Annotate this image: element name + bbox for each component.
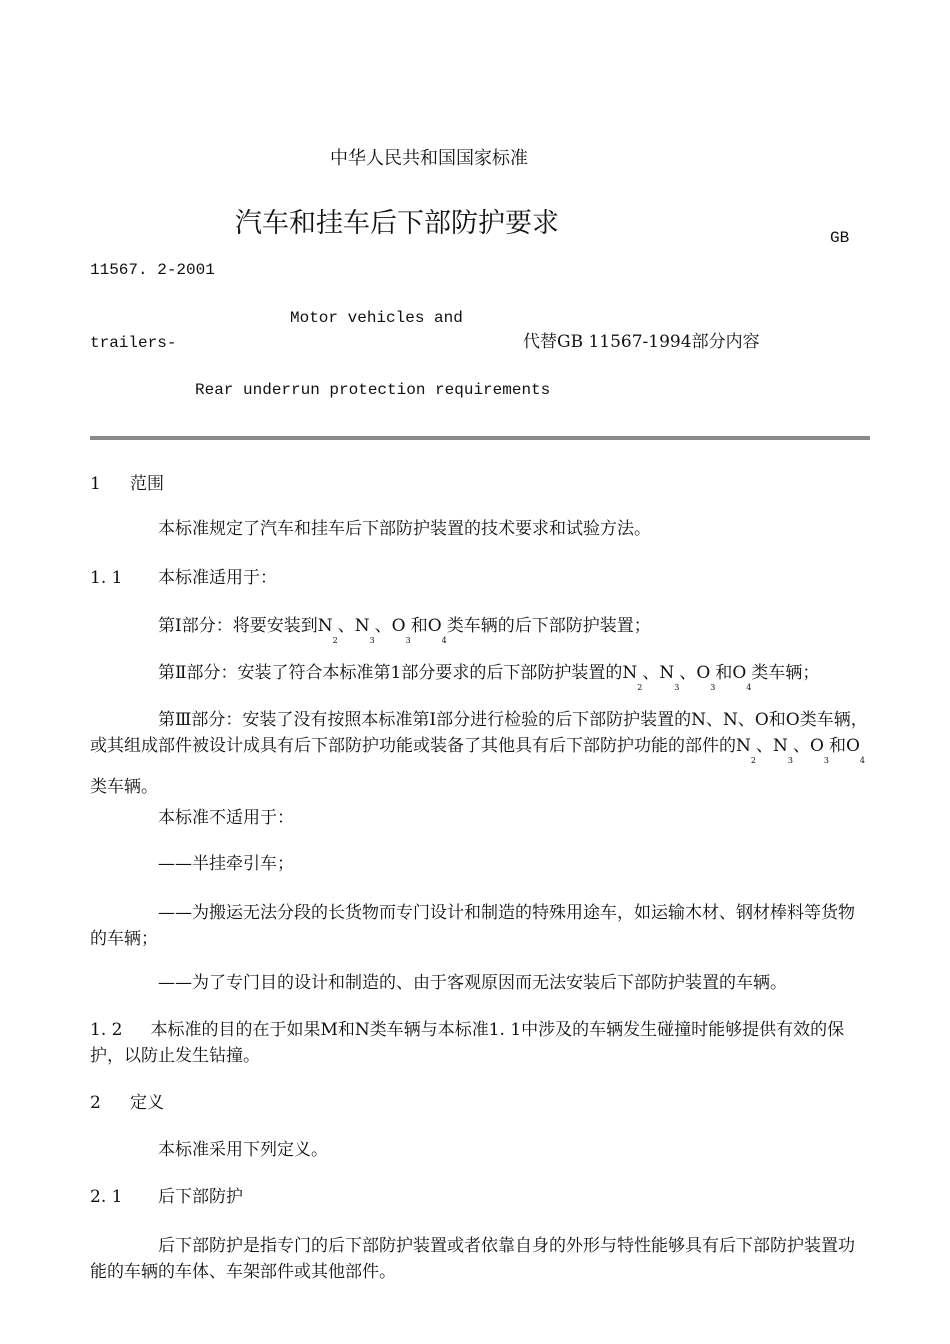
class-n3: $N_3$ <box>659 663 680 692</box>
class-o4: $O_4$ <box>427 616 447 645</box>
section-2-title: 定义 <box>130 1093 164 1113</box>
not-applicable-intro: 本标准不适用于： <box>158 808 294 828</box>
class-n2: $N_2$ <box>622 663 643 692</box>
part-2-lead: 第Ⅱ部分：安装了符合本标准第1部分要求的后下部防护装置的 <box>158 663 623 683</box>
section-1-2-paragraph <box>90 1017 870 1069</box>
class-o3: $O_3$ <box>696 663 716 692</box>
exclusion-item-1: ——半挂牵引车； <box>158 854 294 874</box>
section-2-1-text: 后下部防护是指专门的后下部防护装置或者依靠自身的外形与特性能够具有后下部防护装置功能的车辆的车体、车架部件或其他部件。 <box>90 1236 855 1282</box>
gb-number: 11567. 2-2001 <box>90 261 215 279</box>
section-1-text: 本标准规定了汽车和挂车后下部防护装置的技术要求和试验方法。 <box>158 519 651 539</box>
header-divider <box>90 436 870 440</box>
class-n3: $N_3$ <box>354 616 375 645</box>
class-n2: $N_2$ <box>736 736 756 765</box>
section-1-1-number: 1. 1 <box>90 568 123 588</box>
exclusion-item-3: ——为了专门目的设计和制造的、由于客观原因而无法安装后下部防护装置的车辆。 <box>158 973 787 993</box>
class-o4: $O_4$ <box>845 736 865 765</box>
part-1-tail: 类车辆的后下部防护装置； <box>446 616 651 636</box>
english-title-line-2: trailers- <box>90 334 177 352</box>
part-3-text: 第Ⅲ部分：安装了没有按照本标准第Ⅰ部分进行检验的后下部防护装置的N、N、O和O类车辆，或其组成部件被设计成具有后下部防护功能或装备了其他具有后下部防护功能的部件的 <box>90 710 868 756</box>
class-o3: $O_3$ <box>809 736 829 765</box>
section-2-number: 2 <box>90 1093 101 1113</box>
section-1-2-text: 本标准的目的在于如果M和N类车辆与本标准1. 1中涉及的车辆发生碰撞时能够提供有效的保护，以防止发生钻撞。 <box>90 1020 845 1066</box>
national-standard-heading: 中华人民共和国国家标准 <box>330 148 528 169</box>
part-3-tail: 类车辆。 <box>90 777 158 797</box>
section-2-text: 本标准采用下列定义。 <box>158 1140 328 1160</box>
part-1-lead: 第Ⅰ部分：将要安装到 <box>158 616 318 636</box>
part-3-paragraph: 第Ⅲ部分：安装了没有按照本标准第Ⅰ部分进行检验的后下部防护装置的N、N、O和O类车辆，或其组成部件被设计成具有后下部防护功能或装备了其他具有后下部防护功能的部件的$N_2$、$N_3$、$O_3$和$O_4$类车辆。 <box>90 710 868 797</box>
part-1-line: 第Ⅰ部分：将要安装到$N_2$、$N_3$、$O_3$和$O_4$类车辆的后下部防护装置； <box>158 616 651 645</box>
class-n3: $N_3$ <box>772 736 793 765</box>
part-2-tail: 类车辆； <box>751 663 820 683</box>
class-n2: $N_2$ <box>317 616 338 645</box>
english-title-line-1: Motor vehicles and <box>290 309 463 327</box>
section-2-1-number: 2. 1 <box>90 1187 123 1207</box>
replaces-note: 代替GB 11567-1994部分内容 <box>523 332 760 352</box>
gb-prefix: GB <box>830 229 850 247</box>
section-1-title: 范围 <box>130 474 164 494</box>
section-1-2-number: 1. 2 <box>90 1020 123 1040</box>
section-2-1-title: 后下部防护 <box>158 1187 243 1207</box>
section-1-1-text: 本标准适用于： <box>158 568 277 588</box>
document-title: 汽车和挂车后下部防护要求 <box>235 208 559 239</box>
english-title-line-3: Rear underrun protection requirements <box>195 381 551 399</box>
exclusion-item-2: ——为搬运无法分段的长货物而专门设计和制造的特殊用途车，如运输木材、钢材棒料等货物的车辆； <box>90 903 855 949</box>
section-1-number: 1 <box>90 474 101 494</box>
class-o4: $O_4$ <box>732 663 752 692</box>
class-o3: $O_3$ <box>391 616 411 645</box>
part-2-line: 第Ⅱ部分：安装了符合本标准第1部分要求的后下部防护装置的$N_2$、$N_3$、$O_3$和$O_4$类车辆； <box>158 663 820 692</box>
